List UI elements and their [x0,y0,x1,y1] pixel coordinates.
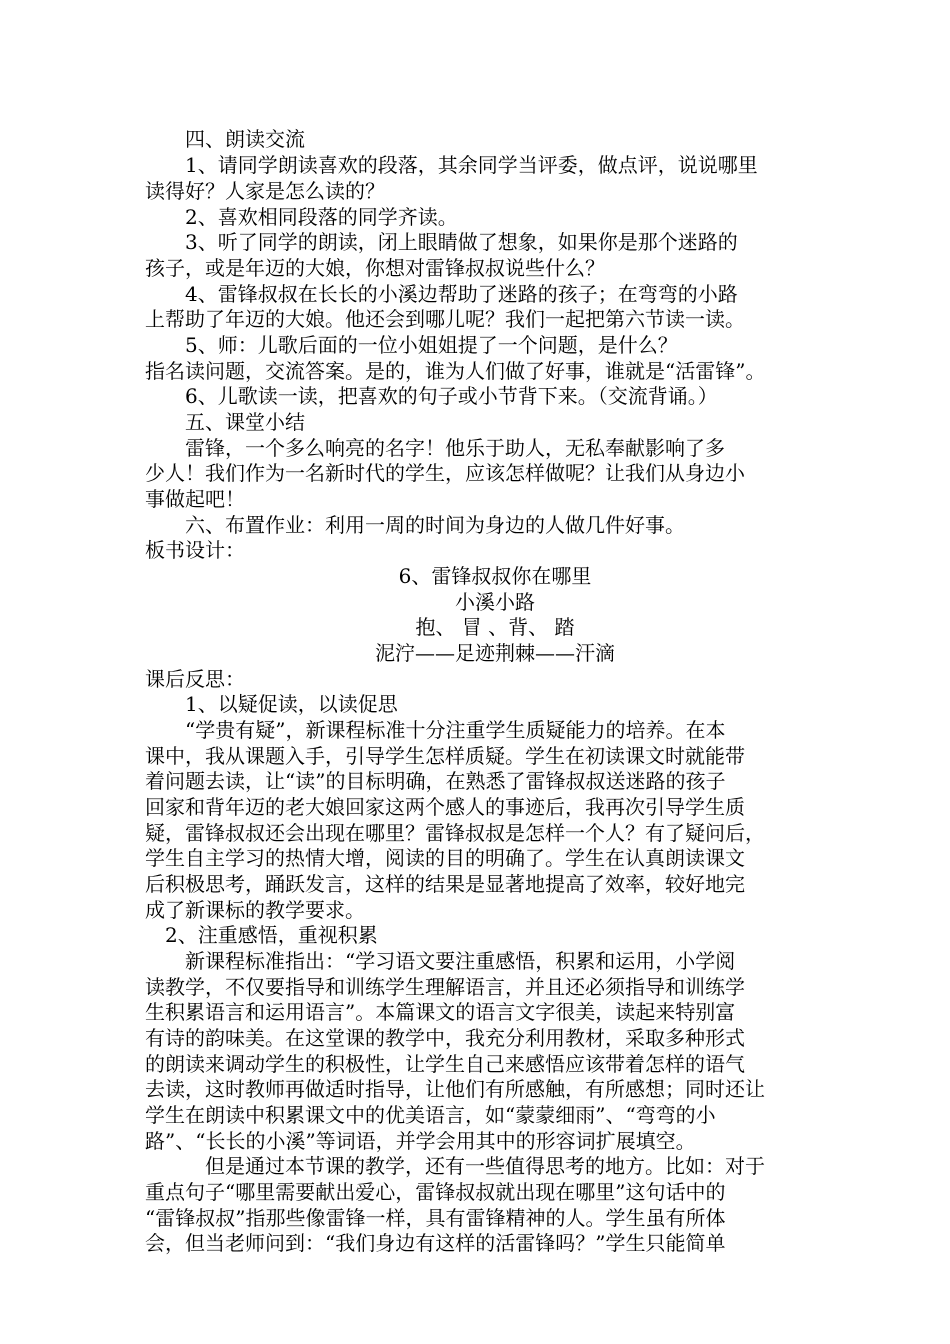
text-line: 雷锋，一个多么响亮的名字！他乐于助人，无私奉献影响了多 [145,436,725,460]
text-line: 生积累语言和运用语言”。本篇课文的语言文字很美，读起来特别富 [145,1000,736,1024]
section-heading: 四、朗读交流 [145,127,305,151]
text-line: 6、儿歌读一读，把喜欢的句子或小节背下来。（交流背诵。） [145,384,718,408]
text-line: 路”、“长长的小溪”等词语，并学会用其中的形容词扩展填空。 [145,1129,696,1153]
board-design-label: 板书设计： [145,538,245,562]
section-heading: 2、注重感悟，重视积累 [145,923,378,947]
board-line: 小溪小路 [455,590,535,614]
text-line: 回家和背年迈的老大娘回家这两个感人的事迹后，我再次引导学生质 [145,795,745,819]
section-heading: 六、布置作业：利用一周的时间为身边的人做几件好事。 [145,513,685,537]
text-line: “雷锋叔叔”指那些像雷锋一样，具有雷锋精神的人。学生虽有所体 [145,1206,726,1230]
text-line: 去读，这时教师再做适时指导，让他们有所感触，有所感想；同时还让 [145,1077,765,1101]
text-line: 上帮助了年迈的大娘。他还会到哪儿呢？我们一起把第六节读一读。 [145,307,745,331]
text-line: 但是通过本节课的教学，还有一些值得思考的地方。比如：对于 [145,1154,765,1178]
board-line: 抱、 冒 、背、 踏 [415,615,575,639]
board-line: 泥泞——足迹荆棘——汗滴 [375,641,615,665]
text-line: 课中，我从课题入手，引导学生怎样质疑。学生在初读课文时就能带 [145,744,745,768]
text-line: 少人！我们作为一名新时代的学生，应该怎样做呢？让我们从身边小 [145,461,745,485]
text-line: “学贵有疑”，新课程标准十分注重学生质疑能力的培养。在本 [145,718,726,742]
text-line: 会，但当老师问到：“我们身边有这样的活雷锋吗？”学生只能简单 [145,1231,726,1255]
section-heading: 五、课堂小结 [145,410,305,434]
text-line: 4、雷锋叔叔在长长的小溪边帮助了迷路的孩子；在弯弯的小路 [145,282,738,306]
text-line: 学生在朗读中积累课文中的优美语言，如“蒙蒙细雨”、“弯弯的小 [145,1103,716,1127]
board-title: 6、雷锋叔叔你在哪里 [398,564,592,588]
text-line: 孩子，或是年迈的大娘，你想对雷锋叔叔说些什么？ [145,256,605,280]
text-line: 新课程标准指出：“学习语文要注重感悟，积累和运用，小学阅 [145,949,736,973]
text-line: 疑，雷锋叔叔还会出现在哪里？雷锋叔叔是怎样一个人？有了疑问后， [145,821,765,845]
text-line: 着问题去读，让“读”的目标明确，在熟悉了雷锋叔叔送迷路的孩子 [145,769,726,793]
reflection-label: 课后反思： [145,667,245,691]
text-line: 指名读问题，交流答案。是的，谁为人们做了好事，谁就是“活雷锋”。 [145,359,766,383]
text-line: 的朗读来调动学生的积极性，让学生自己来感悟应该带着怎样的语气 [145,1052,745,1076]
text-line: 读教学，不仅要指导和训练学生理解语言，并且还必须指导和训练学 [145,975,745,999]
text-line: 读得好？人家是怎么读的？ [145,179,385,203]
text-line: 1、请同学朗读喜欢的段落，其余同学当评委，做点评，说说哪里 [145,153,758,177]
text-line: 有诗的韵味美。在这堂课的教学中，我充分利用教材，采取多种形式 [145,1026,745,1050]
text-line: 事做起吧！ [145,487,245,511]
text-line: 学生自主学习的热情大增，阅读的目的明确了。学生在认真朗读课文 [145,846,745,870]
text-line: 成了新课标的教学要求。 [145,898,365,922]
text-line: 5、师：儿歌后面的一位小姐姐提了一个问题，是什么？ [145,333,678,357]
text-line: 2、喜欢相同段落的同学齐读。 [145,205,458,229]
text-line: 后积极思考，踊跃发言，这样的结果是显著地提高了效率，较好地完 [145,872,745,896]
text-line: 3、听了同学的朗读，闭上眼睛做了想象，如果你是那个迷路的 [145,230,738,254]
section-heading: 1、以疑促读，以读促思 [145,692,398,716]
text-line: 重点句子“哪里需要献出爱心，雷锋叔叔就出现在哪里”这句话中的 [145,1180,726,1204]
